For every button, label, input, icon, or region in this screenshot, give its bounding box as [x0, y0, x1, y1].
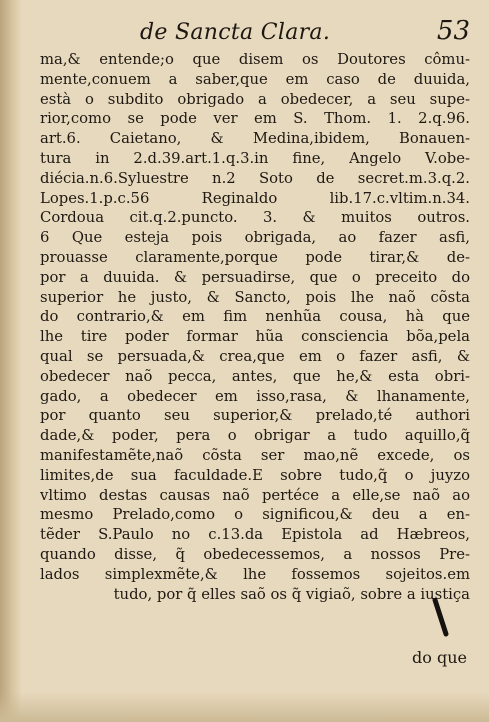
- text-line: limites,de sua faculdade.E sobre tudo,q̃ o juyzo: [40, 466, 470, 484]
- text-line: superior he justo, & Sancto, pois lhe naõ cõsta: [40, 288, 470, 306]
- text-line: mente,conuem a saber,que em caso de duuida,: [40, 70, 470, 88]
- text-line: ma,& entende;o que disem os Doutores cômu-: [40, 51, 470, 68]
- catchword: do que: [412, 648, 467, 667]
- page-gutter-shadow: [0, 0, 22, 722]
- text-line: art.6. Caietano, & Medina,ibidem, Bonauen-: [40, 130, 470, 148]
- text-line: tẽder S.Paulo no c.13.da Epistola ad Hæbreos,: [40, 526, 470, 544]
- page-header: [140, 16, 470, 50]
- text-line: por a duuida. & persuadirse, que o preceito do: [40, 268, 470, 286]
- text-line: prouasse claramente,porque pode tirar,& de-: [40, 248, 470, 266]
- text-line: gado, a obedecer em isso,rasa, & lhanamente,: [40, 387, 470, 405]
- text-line: quando disse, q̃ obedecessemos, a nossos Pre-: [40, 545, 470, 563]
- text-line: qual se persuada,& crea,que em o fazer asfi, &: [40, 347, 470, 365]
- body-text: [40, 50, 470, 604]
- text-line: diécia.n.6.Syluestre n.2 Soto de secret.m.3.q.2.: [40, 169, 470, 187]
- text-line: do contrario,& em fim nenhũa cousa, hà que: [40, 308, 470, 326]
- text-line: tura in 2.d.39.art.1.q.3.in fine, Angelo V.obe-: [40, 149, 470, 167]
- text-line: està o subdito obrigado a obedecer, a seu supe-: [40, 90, 470, 108]
- text-line: por quanto seu superior,& prelado,té authori: [40, 407, 470, 425]
- text-line: tudo, por q̃ elles saõ os q̃ vigiaõ, sobre a iustiça: [113, 585, 470, 603]
- text-line: mesmo Prelado,como o significou,& deu a en-: [40, 506, 470, 524]
- text-line: dade,& poder, pera o obrigar a tudo aquillo,q̃: [40, 427, 470, 445]
- running-title: de Sancta Clara.: [140, 20, 331, 45]
- text-line: obedecer naõ pecca, antes, que he,& esta obri-: [40, 367, 470, 385]
- page-number: 53: [436, 16, 470, 46]
- text-line: rior,como se pode ver em S. Thom. 1. 2.q.96.: [40, 110, 470, 128]
- text-line: lados simplexmẽte,& lhe fossemos sojeitos.em: [40, 565, 470, 583]
- page-bottom-shading: [0, 692, 489, 722]
- ink-stroke-mark: [432, 598, 450, 638]
- text-line: Cordoua cit.q.2.puncto. 3. & muitos outros.: [40, 209, 470, 227]
- text-line: vltimo destas causas naõ pertéce a elle,se naõ ao: [40, 486, 470, 504]
- text-line: Lopes.1.p.c.56 Reginaldo lib.17.c.vltim.n.34.: [40, 189, 470, 207]
- text-line: 6 Que esteja pois obrigada, ao fazer asfi,: [40, 229, 470, 247]
- text-line: lhe tire poder formar hũa consciencia bõa,pela: [40, 328, 470, 346]
- text-line: manifestamẽte,naõ cõsta ser mao,nẽ excede, os: [40, 446, 470, 464]
